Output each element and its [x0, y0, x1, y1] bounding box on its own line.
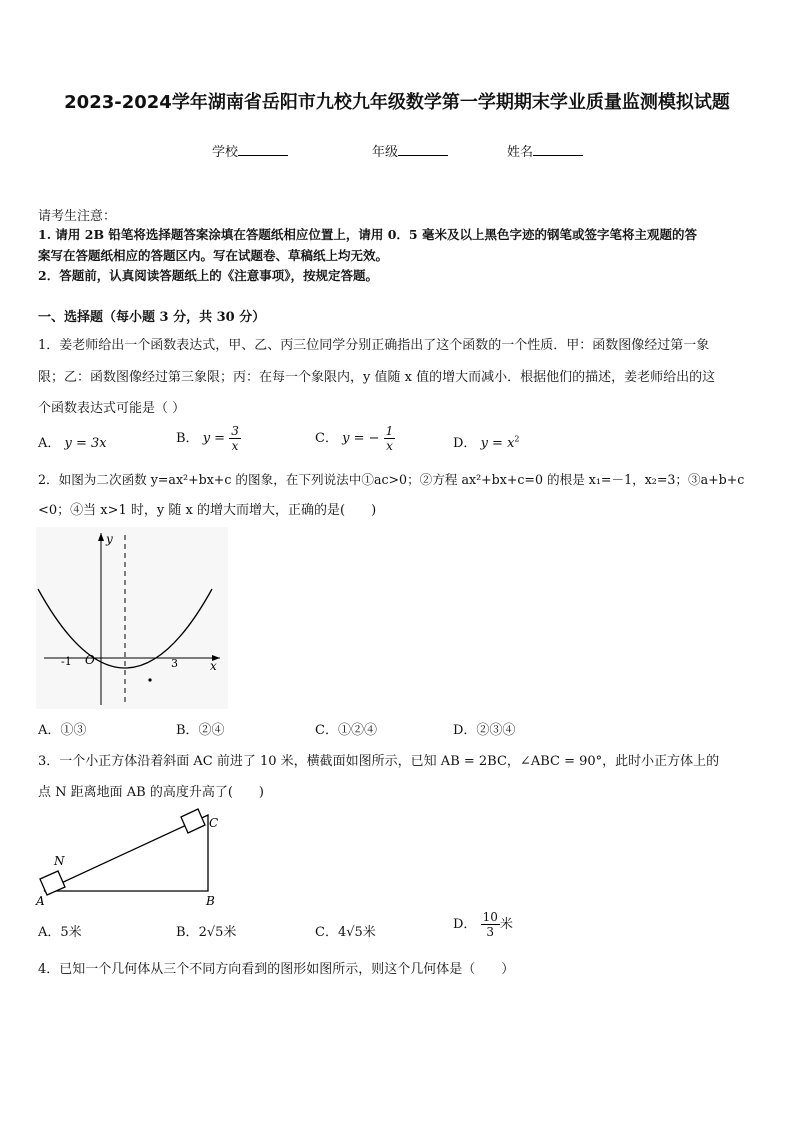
q2-option-d[interactable]: D．②③④ — [453, 723, 516, 738]
option-label: D． — [453, 917, 477, 932]
grade-blank[interactable] — [398, 143, 448, 156]
q1-option-a[interactable] — [38, 432, 107, 451]
option-value: 2√5米 — [198, 925, 237, 940]
option-expr: y = — [202, 431, 226, 446]
option-value: 4√5米 — [337, 925, 376, 940]
school-label: 学校 — [212, 145, 239, 160]
x-axis-label: x — [210, 659, 217, 673]
name-blank[interactable] — [533, 143, 583, 156]
option-label: C． — [315, 431, 338, 446]
slope-figure — [34, 805, 224, 907]
school-blank[interactable] — [238, 143, 288, 156]
origin-label: O — [85, 653, 95, 667]
denominator: x — [386, 439, 393, 453]
option-expr: y = x — [480, 436, 515, 451]
denominator: 3 — [486, 925, 495, 939]
option-label: A． — [38, 436, 61, 451]
q4-line1: 4．已知一个几何体从三个不同方向看到的图形如图所示，则这个几何体是（ ） — [38, 962, 515, 977]
school-field — [212, 141, 288, 160]
numerator: 3 — [231, 424, 239, 438]
option-label: B． — [176, 431, 199, 446]
notice-heading: 请考生注意： — [38, 209, 117, 224]
option-label: B． — [176, 925, 199, 940]
curve-point — [148, 678, 151, 681]
q2-line1: 2．如图为二次函数 y=ax²+bx+c 的图象，在下列说法中①ac>0；②方程 ax²+bx+c=0 的根是 x₁=－1，x₂=3；③a+b+c — [38, 472, 745, 487]
section-heading: 一、选择题（每小题 3 分，共 30 分） — [38, 310, 266, 325]
fraction — [229, 424, 241, 453]
option-expr: y = − — [342, 431, 380, 446]
numerator: 10 — [482, 910, 498, 924]
q3-line1: 3．一个小正方体沿着斜面 AC 前进了 10 米，横截面如图所示，已知 AB = 2BC，∠ABC = 90°，此时小正方体上的 — [38, 754, 720, 769]
q3-line2: 点 N 距离地面 AB 的高度升高了( ) — [38, 785, 264, 800]
q1-option-c[interactable] — [315, 424, 395, 453]
q1-option-d[interactable] — [453, 432, 520, 451]
tick-label-neg1: -1 — [61, 655, 72, 668]
q2-option-c[interactable]: C．①②④ — [315, 723, 377, 738]
q3-option-b[interactable] — [176, 921, 236, 940]
triangle-abc — [44, 815, 208, 891]
q1-option-b[interactable] — [176, 424, 241, 453]
page-title: 2023-2024学年湖南省岳阳市九校九年级数学第一学期期末学业质量监测模拟试题 — [64, 92, 730, 113]
point-c-label: C — [209, 816, 219, 830]
cube-at-c — [181, 809, 205, 833]
unit: 米 — [499, 917, 513, 932]
graph-background — [36, 527, 228, 709]
option-label: D． — [453, 436, 477, 451]
parabola-graph — [36, 527, 228, 709]
point-n-label: N — [54, 854, 65, 868]
option-label: C． — [315, 925, 338, 940]
point-b-label: B — [206, 894, 215, 907]
q3-option-d[interactable] — [453, 910, 513, 939]
option-expr: y = 3x — [64, 436, 107, 451]
q3-option-c[interactable] — [315, 921, 376, 940]
notice-item1-line1: 1. 请用 2B 铅笔将选择题答案涂填在答题纸相应位置上，请用 0．5 毫米及以上黑色字迹的钢笔或签字笔将主观题的答 — [38, 227, 697, 242]
name-field — [507, 141, 583, 160]
exponent: 2 — [514, 434, 520, 444]
point-a-label: A — [36, 894, 45, 907]
q2-line2: <0；④当 x>1 时，y 随 x 的增大而增大，正确的是( ) — [38, 503, 377, 518]
notice-item2: 2．答题前，认真阅读答题纸上的《注意事项》，按规定答题。 — [38, 268, 378, 283]
q1-line1: 1．姜老师给出一个函数表达式，甲、乙、丙三位同学分别正确指出了这个函数的一个性质．甲：函数图像经过第一象 — [38, 338, 710, 353]
q1-line3: 个函数表达式可能是（ ） — [38, 401, 186, 416]
grade-label: 年级 — [372, 145, 399, 160]
numerator: 1 — [385, 424, 394, 438]
fraction — [481, 910, 500, 939]
grade-field — [372, 141, 448, 160]
q1-line2: 限；乙：函数图像经过第三象限；丙：在每一个象限内，y 值随 x 值的增大而减小．根据他们的描述，姜老师给出的这 — [38, 370, 716, 385]
tick-label-3: 3 — [171, 657, 178, 670]
notice-item1-line2: 案写在答题纸相应的答题区内。写在试题卷、草稿纸上均无效。 — [38, 248, 389, 263]
q3-option-a[interactable]: A．5米 — [38, 925, 82, 940]
q2-option-a[interactable]: A．①③ — [38, 723, 87, 738]
q2-option-b[interactable]: B．②④ — [176, 723, 225, 738]
name-label: 姓名 — [507, 145, 534, 160]
denominator: x — [231, 439, 239, 453]
fraction — [384, 424, 396, 453]
y-axis-label: y — [106, 532, 113, 546]
